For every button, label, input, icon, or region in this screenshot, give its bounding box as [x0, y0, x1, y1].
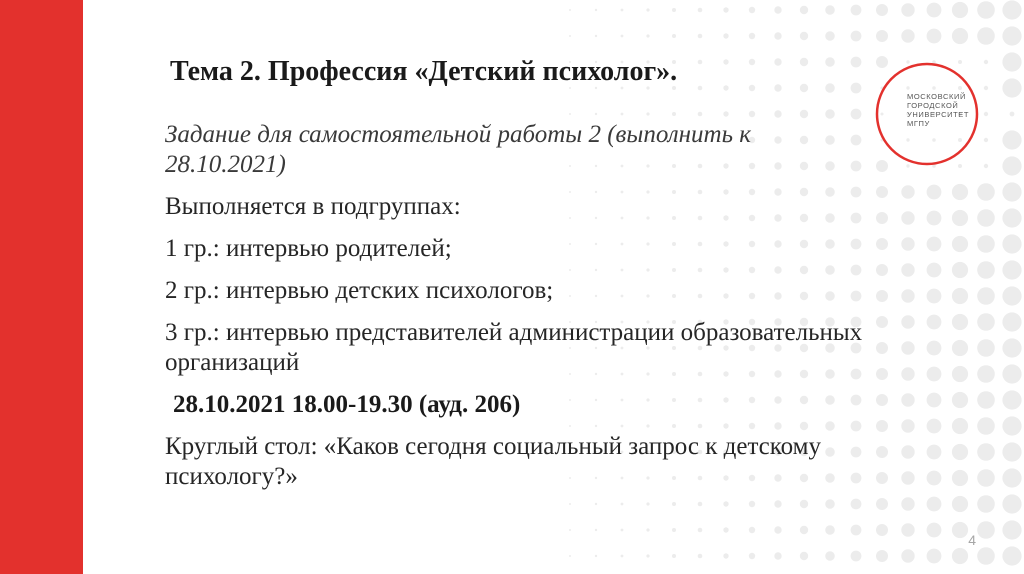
decor-dot [927, 315, 942, 330]
decor-dot [723, 7, 728, 12]
decor-dot [876, 420, 888, 432]
decor-dot [952, 522, 968, 538]
decor-dot [749, 553, 755, 559]
decor-dot [876, 446, 888, 458]
decor-dot [698, 554, 703, 559]
decor-dot [569, 113, 571, 115]
decor-dot [876, 290, 888, 302]
slide-title: Тема 2. Профессия «Детский психолог». [170, 56, 678, 87]
decor-dot [595, 9, 597, 11]
decor-dot [984, 86, 988, 90]
decor-dot [952, 418, 968, 434]
decor-dot [621, 35, 624, 38]
decor-dot [977, 287, 995, 305]
decor-dot [723, 553, 728, 558]
decor-dot [977, 339, 995, 357]
decor-dot [901, 393, 914, 406]
decor-dot [698, 86, 703, 91]
decor-dot [1002, 364, 1021, 383]
decor-dot [723, 527, 728, 532]
decor-dot [851, 57, 862, 68]
decor-dot [723, 59, 728, 64]
decor-dot [1002, 208, 1021, 227]
decor-dot [952, 392, 968, 408]
decor-dot [977, 235, 995, 253]
decor-dot [1002, 78, 1021, 97]
logo-line-1: МОСКОВСКИЙ [907, 92, 966, 101]
decor-dot [672, 112, 676, 116]
decor-dot [977, 27, 995, 45]
decor-dot [876, 368, 888, 380]
decor-dot [800, 552, 808, 560]
decor-dot [952, 184, 968, 200]
decor-dot [825, 31, 835, 41]
decor-dot [901, 237, 914, 250]
decor-dot [698, 34, 703, 39]
decor-dot [698, 8, 703, 13]
decor-dot [927, 471, 942, 486]
decor-dot [851, 525, 862, 536]
decor-dot [749, 527, 755, 533]
decor-dot [927, 367, 942, 382]
decor-dot [927, 289, 942, 304]
decor-dot [876, 238, 888, 250]
decor-dot [927, 211, 942, 226]
decor-dot [952, 236, 968, 252]
decor-dot [1002, 234, 1021, 253]
decor-dot [901, 471, 914, 484]
decor-dot [977, 365, 995, 383]
decor-dot [1002, 468, 1021, 487]
decor-dot [825, 551, 835, 561]
decor-dot [1002, 0, 1021, 19]
decor-dot [901, 315, 914, 328]
decor-dot [569, 35, 571, 37]
decor-dot [927, 549, 942, 564]
decor-dot [723, 111, 728, 116]
decor-dot [901, 367, 914, 380]
decor-dot [749, 85, 755, 91]
decor-dot [569, 9, 571, 11]
decor-dot [927, 445, 942, 460]
decor-dot [876, 550, 888, 562]
decor-dot [977, 209, 995, 227]
decor-dot [825, 83, 835, 93]
logo-line-3: УНИВЕРСИТЕТ [907, 110, 970, 119]
decor-dot [876, 342, 888, 354]
date-line: 28.10.2021 18.00-19.30 (ауд. 206) [173, 391, 521, 418]
decor-dot [977, 547, 995, 565]
decor-dot [646, 112, 649, 115]
decor-dot [749, 111, 755, 117]
decor-dot [927, 237, 942, 252]
decor-dot [876, 316, 888, 328]
decor-dot [927, 419, 942, 434]
decor-dot [876, 264, 888, 276]
decor-dot [977, 261, 995, 279]
decor-dot [698, 60, 703, 65]
decor-dot [621, 9, 624, 12]
decor-dot [984, 112, 988, 116]
decor-dot [952, 340, 968, 356]
decor-dot [927, 3, 942, 18]
decor-dot [927, 523, 942, 538]
decor-dot [569, 555, 571, 557]
decor-dot [876, 394, 888, 406]
decor-dot [977, 183, 995, 201]
decor-dot [825, 109, 835, 119]
decor-dot [825, 5, 835, 15]
decor-dot [672, 8, 676, 12]
decor-dot [984, 164, 988, 168]
decor-dot [1010, 112, 1015, 117]
decor-dot [952, 470, 968, 486]
decor-dot [876, 524, 888, 536]
decor-dot [800, 32, 808, 40]
decor-dot [952, 28, 968, 44]
logo-line-2: ГОРОДСКОЙ [907, 101, 959, 110]
decor-dot [1002, 520, 1021, 539]
decor-dot [774, 526, 781, 533]
decor-dot [774, 58, 781, 65]
decor-dot [672, 34, 676, 38]
decor-dot [774, 552, 781, 559]
decor-dot [901, 29, 914, 42]
decor-dot [851, 109, 862, 120]
decor-dot [876, 498, 888, 510]
decor-dot [621, 529, 624, 532]
decor-dot [952, 548, 968, 564]
decor-dot [621, 113, 624, 116]
slide-body [165, 120, 865, 504]
decor-dot [1002, 494, 1021, 513]
decor-dot [876, 472, 888, 484]
decor-dot [977, 1, 995, 19]
decor-dot [1002, 52, 1021, 71]
decor-dot [800, 84, 808, 92]
decor-dot [952, 366, 968, 382]
decor-dot [1002, 26, 1021, 45]
decor-dot [672, 528, 676, 532]
decor-dot [927, 29, 942, 44]
decor-dot [977, 443, 995, 461]
decor-dot [984, 138, 988, 142]
decor-dot [901, 445, 914, 458]
decor-dot [595, 113, 597, 115]
decor-dot [927, 341, 942, 356]
decor-dot [901, 419, 914, 432]
decor-dot [927, 393, 942, 408]
decor-dot [800, 58, 808, 66]
subgroups-intro: Выполняется в подгруппах: [165, 193, 461, 220]
decor-dot [901, 185, 914, 198]
decor-dot [1002, 390, 1021, 409]
decor-dot [952, 210, 968, 226]
decor-dot [825, 57, 835, 67]
decor-dot [851, 31, 862, 42]
decor-dot [977, 521, 995, 539]
decor-dot [595, 35, 597, 37]
decor-dot [876, 186, 888, 198]
university-logo-text [907, 92, 969, 128]
decor-dot [927, 185, 942, 200]
decor-dot [952, 288, 968, 304]
decor-dot [876, 30, 888, 42]
decor-dot [1002, 416, 1021, 435]
decor-dot [901, 211, 914, 224]
decor-dot [901, 263, 914, 276]
decor-dot [977, 469, 995, 487]
decor-dot [851, 83, 862, 94]
decor-dot [595, 555, 597, 557]
decor-dot [901, 341, 914, 354]
decor-dot [1002, 338, 1021, 357]
decor-dot [749, 33, 755, 39]
decor-dot [749, 7, 755, 13]
decor-dot [901, 523, 914, 536]
decor-dot [569, 529, 571, 531]
decor-dot [901, 289, 914, 302]
decor-dot [774, 32, 781, 39]
decor-dot [595, 529, 597, 531]
decor-dot [977, 391, 995, 409]
decor-dot [1002, 442, 1021, 461]
decor-dot [901, 549, 914, 562]
decor-dot [774, 84, 781, 91]
decor-dot [1002, 260, 1021, 279]
logo-line-4: МГПУ [907, 119, 930, 128]
decor-dot [646, 34, 649, 37]
decor-dot [952, 496, 968, 512]
decor-dot [1002, 182, 1021, 201]
decor-dot [1002, 546, 1021, 565]
decor-dot [901, 497, 914, 510]
decor-dot [927, 497, 942, 512]
group-item-2: 2 гр.: интервью детских психологов; [165, 277, 554, 304]
decor-dot [723, 85, 728, 90]
red-side-bar [0, 0, 83, 574]
decor-dot [851, 551, 862, 562]
decor-dot [952, 262, 968, 278]
decor-dot [952, 444, 968, 460]
decor-dot [698, 528, 703, 533]
decor-dot [952, 2, 968, 18]
page-number: 4 [968, 532, 976, 548]
decor-dot [621, 555, 624, 558]
decor-dot [749, 59, 755, 65]
decor-dot [876, 212, 888, 224]
decor-dot [672, 554, 676, 558]
decor-dot [800, 110, 808, 118]
round-table-text: Круглый стол: «Каков сегодня социальный запрос к детскому психологу?» [165, 433, 821, 490]
decor-dot [977, 313, 995, 331]
decor-dot [901, 3, 914, 16]
decor-dot [646, 554, 649, 557]
decor-dot [876, 4, 888, 16]
decor-dot [646, 8, 649, 11]
decor-dot [1002, 130, 1021, 149]
decor-dot [1002, 312, 1021, 331]
decor-dot [851, 5, 862, 16]
decor-dot [977, 417, 995, 435]
decor-dot [1002, 286, 1021, 305]
decor-dot [952, 314, 968, 330]
decor-dot [984, 60, 988, 64]
group-item-1: 1 гр.: интервью родителей; [165, 235, 452, 262]
decor-dot [927, 263, 942, 278]
decor-dot [1002, 156, 1021, 175]
decor-dot [774, 6, 781, 13]
task-heading: Задание для самостоятельной работы 2 (выполнить к 28.10.2021) [165, 121, 751, 178]
decor-dot [800, 6, 808, 14]
decor-dot [825, 525, 835, 535]
decor-dot [646, 528, 649, 531]
decor-dot [800, 526, 808, 534]
decor-dot [723, 33, 728, 38]
group-item-3: 3 гр.: интервью представителей администрации образовательных организаций [165, 319, 863, 376]
decor-dot [977, 495, 995, 513]
decor-dot [698, 112, 703, 117]
decor-dot [774, 110, 781, 117]
